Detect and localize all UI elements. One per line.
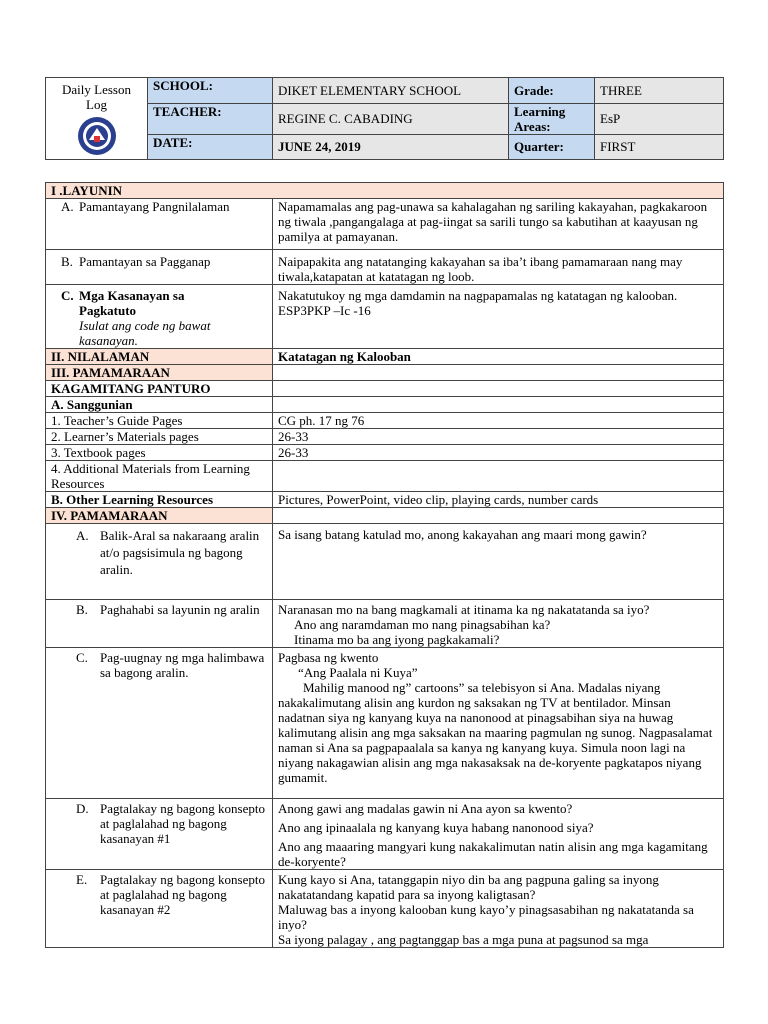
textbook-label: 3. Textbook pages [46, 445, 273, 461]
pamamaraan-b-cell: B. Paghahabi sa layunin ng aralin [46, 600, 273, 648]
pamamaraan-c-value: Pagbasa ng kwento “Ang Paalala ni Kuya” Mahilig manood ng” cartoons” sa telebisyon si Ana. Madalas niyang nakakalimutang alisin ang kurdon ng saksakan ng TV at bentilador. Minsan nadatnan siya ng kanyang kuya na nanonood at pinagsabihan siya na huwag kalimutang alisin ang mga saksakan na maaring pagmulan ng sunog. Nagpasalamat naman si Ana sa pagpapaalala sa kanya ng kanyang kuya. Simula noon lagi na niyang nakagawian alisin ang mga nakasaksak na de-koryente pagkatapos niyang gumamit. [273, 648, 724, 799]
pamamaraan-e-cell: E. Pagtalakay ng bagong konsepto at paglalahad ng bagong kasanayan #2 [46, 870, 273, 948]
teacher-value: REGINE C. CABADING [273, 103, 509, 135]
layunin-b-value: Naipapakita ang natatanging kakayahan sa iba’t ibang pamamaraan nang may tiwala,katapatan at katatagan ng loob. [273, 250, 724, 285]
school-label: SCHOOL: [148, 78, 273, 104]
learners-materials-value: 26-33 [273, 429, 724, 445]
pamamaraan-e-value: Kung kayo si Ana, tatanggapin niyo din ba ang pagpuna galing sa inyong nakatatandang kapatid para sa inyong kaligtasan? Maluwag bas a inyong kalooban kung kayo’y pinagsasabihan ng nakatatanda sa inyo? Sa iyong palagay , ang pagtanggap bas a mga puna at pagsunod sa mga [273, 870, 724, 948]
layunin-a-cell: A. Pamantayang Pangnilalaman [46, 199, 273, 250]
learners-materials-label: 2. Learner’s Materials pages [46, 429, 273, 445]
grade-label: Grade: [509, 78, 595, 104]
pamamaraan-b-value: Naranasan mo na bang magkamali at itinama ka ng nakatatanda sa iyo? Ano ang naramdaman mo nang pinagsabihan ka? Itinama mo ba ang iyong pagkakamali? [273, 600, 724, 648]
pamamaraan-c-cell: C. Pag-uugnay ng mga halimbawa sa bagong aralin. [46, 648, 273, 799]
date-label: DATE: [148, 135, 273, 160]
quarter-value: FIRST [595, 135, 724, 160]
section-nilalaman: II. NILALAMAN [46, 349, 273, 365]
other-resources-value: Pictures, PowerPoint, video clip, playing cards, number cards [273, 492, 724, 508]
date-value: JUNE 24, 2019 [273, 135, 509, 160]
pamamaraan-a-cell: A. Balik-Aral sa nakaraang aralin at/o pagsisimula ng bagong aralin. [46, 524, 273, 600]
quarter-label: Quarter: [509, 135, 595, 160]
section-pamamaraan-4: IV. PAMAMARAAN [46, 508, 273, 524]
lesson-table [45, 182, 724, 948]
layunin-a-value: Napamamalas ang pag-unawa sa kahalagahan ng sariling kakayahan, pagkakaroon ng tiwala ,pangangalaga at pag-iingat sa sarili tungo sa kabutihan at kaayusan ng pamilya at pamayanan. [273, 199, 724, 250]
sanggunian: A. Sanggunian [46, 397, 273, 413]
pamamaraan-a-value: Sa isang batang katulad mo, anong kakayahan ang maari mong gawin? [273, 524, 724, 600]
layunin-c-cell: C. Mga Kasanayan sa Pagkatuto Isulat ang code ng bawat kasanayan. [46, 285, 273, 349]
deped-seal-icon [77, 116, 117, 156]
dll-logo-cell [46, 78, 148, 160]
teachers-guide-label: 1. Teacher’s Guide Pages [46, 413, 273, 429]
dll-title: Daily Lesson Log [62, 82, 131, 112]
pamamaraan-d-value: Anong gawi ang madalas gawin ni Ana ayon sa kwento? Ano ang ipinaalala ng kanyang kuya habang nanonood siya? Ano ang maaaring mangyari kung nakakalimutan natin alisin ang mga kagamitang de-koryente? [273, 799, 724, 870]
other-resources-label: B. Other Learning Resources [46, 492, 273, 508]
additional-materials-label: 4. Additional Materials from Learning Resources [46, 461, 273, 492]
kagamitang-panturo: KAGAMITANG PANTURO [46, 381, 273, 397]
textbook-value: 26-33 [273, 445, 724, 461]
section-pamamaraan-3: III. PAMAMARAAN [46, 365, 273, 381]
layunin-c-value: Nakatutukoy ng mga damdamin na nagpapamalas ng katatagan ng kalooban. ESP3PKP –Ic -16 [273, 285, 724, 349]
section-layunin: I .LAYUNIN [46, 183, 724, 199]
school-value: DIKET ELEMENTARY SCHOOL [273, 78, 509, 104]
teacher-label: TEACHER: [148, 103, 273, 135]
additional-materials-value [273, 461, 724, 492]
teachers-guide-value: CG ph. 17 ng 76 [273, 413, 724, 429]
learning-areas-label: Learning Areas: [509, 103, 595, 135]
header-table [45, 77, 724, 160]
grade-value: THREE [595, 78, 724, 104]
learning-areas-value: EsP [595, 103, 724, 135]
pamamaraan-d-cell: D. Pagtalakay ng bagong konsepto at paglalahad ng bagong kasanayan #1 [46, 799, 273, 870]
layunin-b-cell: B. Pamantayan sa Pagganap [46, 250, 273, 285]
nilalaman-value: Katatagan ng Kalooban [273, 349, 724, 365]
